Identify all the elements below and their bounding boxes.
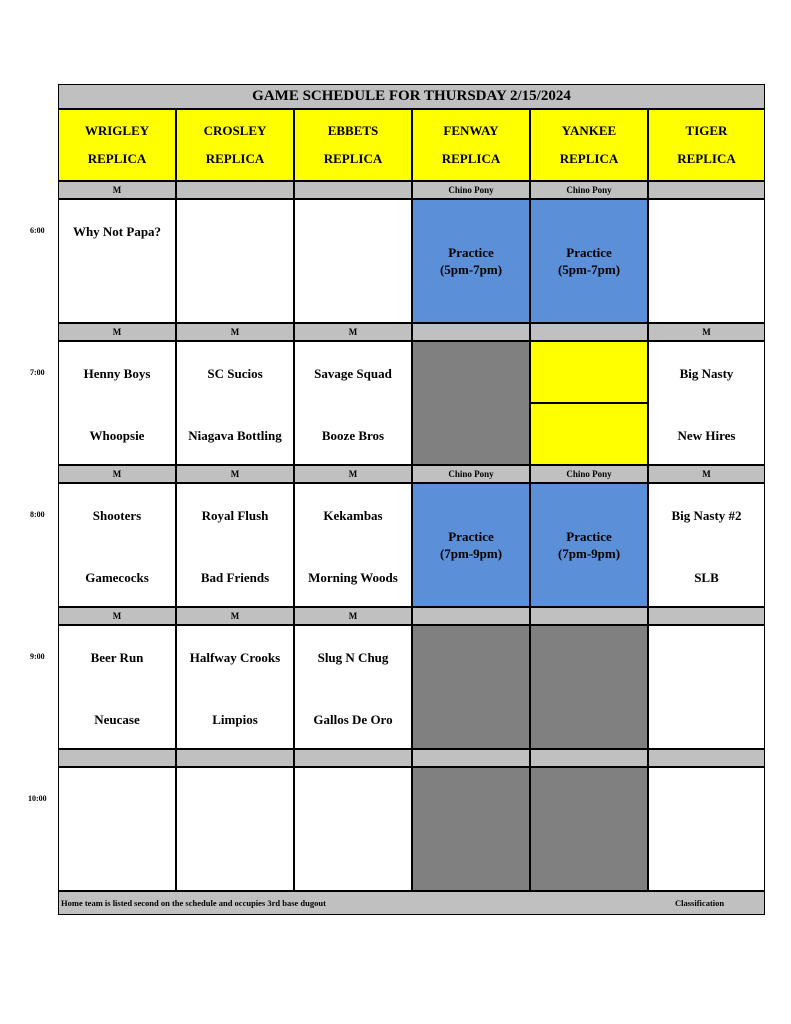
game-slot xyxy=(176,483,294,607)
practice-time: (5pm-7pm) xyxy=(557,262,621,277)
classification-cell: M xyxy=(58,607,176,625)
away-team: Slug N Chug xyxy=(317,650,389,665)
away-team: Royal Flush xyxy=(201,508,269,523)
classification-cell xyxy=(530,607,648,625)
classification-cell xyxy=(294,181,412,199)
classification-cell xyxy=(648,749,765,767)
game-slot xyxy=(648,341,765,465)
field-name: WRIGLEY xyxy=(84,123,150,138)
classification-cell: Chino Pony xyxy=(412,181,530,199)
field-name: YANKEE xyxy=(561,123,617,138)
field-subtitle: REPLICA xyxy=(441,151,501,166)
time-label: 9:00 xyxy=(30,652,45,661)
unscheduled-slot xyxy=(530,625,648,749)
time-label: 8:00 xyxy=(30,510,45,519)
unscheduled-slot xyxy=(412,625,530,749)
classification-cell: M xyxy=(294,465,412,483)
away-team: Kekambas xyxy=(323,508,383,523)
classification-cell xyxy=(530,323,648,341)
home-team: Bad Friends xyxy=(200,570,270,585)
field-header xyxy=(530,109,648,181)
game-slot xyxy=(58,199,176,323)
classification-cell xyxy=(412,323,530,341)
classification-cell xyxy=(412,749,530,767)
field-subtitle: REPLICA xyxy=(677,151,736,166)
classification-cell: Chino Pony xyxy=(530,181,648,199)
field-name: TIGER xyxy=(685,123,728,138)
field-subtitle: REPLICA xyxy=(205,151,265,166)
practice-slot xyxy=(530,199,648,323)
classification-cell: Chino Pony xyxy=(530,465,648,483)
classification-cell xyxy=(530,749,648,767)
home-team: SLB xyxy=(694,570,719,585)
classification-cell xyxy=(648,181,765,199)
field-subtitle: REPLICA xyxy=(559,151,619,166)
classification-cell xyxy=(648,607,765,625)
classification-cell: M xyxy=(176,323,294,341)
field-subtitle: REPLICA xyxy=(87,151,147,166)
schedule-title: GAME SCHEDULE FOR THURSDAY 2/15/2024 xyxy=(58,84,765,109)
away-team: Savage Squad xyxy=(314,366,392,381)
away-team: Big Nasty xyxy=(679,366,734,381)
classification-cell: M xyxy=(176,465,294,483)
unscheduled-slot xyxy=(412,341,530,465)
unscheduled-slot xyxy=(530,767,648,891)
practice-label: Practice xyxy=(566,245,612,260)
home-team: Whoopsie xyxy=(89,428,145,443)
field-header xyxy=(58,109,176,181)
game-slot xyxy=(648,483,765,607)
home-team: Gallos De Oro xyxy=(313,712,393,727)
home-team: Neucase xyxy=(94,712,140,727)
home-team: Niagava Bottling xyxy=(188,428,282,443)
game-slot xyxy=(294,341,412,465)
game-slot xyxy=(294,625,412,749)
empty-slot xyxy=(58,767,176,891)
field-subtitle: REPLICA xyxy=(323,151,383,166)
field-header xyxy=(412,109,530,181)
home-team: Limpios xyxy=(212,712,258,727)
footer-bar xyxy=(58,891,765,915)
classification-cell: M xyxy=(58,465,176,483)
classification-cell: M xyxy=(176,607,294,625)
away-team: Beer Run xyxy=(90,650,144,665)
practice-slot xyxy=(530,483,648,607)
team-name: Why Not Papa? xyxy=(72,224,162,239)
practice-slot xyxy=(412,199,530,323)
empty-slot xyxy=(176,199,294,323)
footer-note: Home team is listed second on the schedule and occupies 3rd base dugout xyxy=(61,898,326,908)
classification-cell: M xyxy=(648,465,765,483)
empty-slot xyxy=(648,625,765,749)
empty-slot xyxy=(648,199,765,323)
classification-cell xyxy=(58,749,176,767)
game-slot xyxy=(58,625,176,749)
practice-time: (7pm-9pm) xyxy=(439,546,503,561)
field-name: CROSLEY xyxy=(203,123,267,138)
unscheduled-slot xyxy=(412,767,530,891)
practice-label: Practice xyxy=(448,529,494,544)
field-name: FENWAY xyxy=(443,123,499,138)
classification-cell: M xyxy=(294,607,412,625)
home-team: Gamecocks xyxy=(85,570,149,585)
classification-cell: M xyxy=(58,181,176,199)
field-name: EBBETS xyxy=(327,123,379,138)
classification-cell xyxy=(176,749,294,767)
practice-label: Practice xyxy=(566,529,612,544)
time-label: 7:00 xyxy=(30,368,45,377)
home-team: New Hires xyxy=(677,428,736,443)
classification-cell: M xyxy=(58,323,176,341)
empty-slot xyxy=(176,767,294,891)
time-label: 10:00 xyxy=(28,794,47,803)
game-slot xyxy=(176,625,294,749)
classification-cell: Chino Pony xyxy=(412,465,530,483)
field-header xyxy=(294,109,412,181)
classification-cell: M xyxy=(294,323,412,341)
field-header xyxy=(176,109,294,181)
practice-time: (7pm-9pm) xyxy=(557,546,621,561)
away-team: Halfway Crooks xyxy=(189,650,281,665)
footer-classification: Classification xyxy=(675,898,725,908)
away-team: Shooters xyxy=(92,508,142,523)
classification-cell xyxy=(176,181,294,199)
game-slot xyxy=(176,341,294,465)
classification-cell xyxy=(294,749,412,767)
game-slot xyxy=(58,483,176,607)
empty-slot xyxy=(294,767,412,891)
field-header xyxy=(648,109,765,181)
away-team: Henny Boys xyxy=(83,366,151,381)
open-slot-bottom xyxy=(530,403,648,465)
game-slot xyxy=(58,341,176,465)
home-team: Booze Bros xyxy=(321,428,385,443)
open-slot-top xyxy=(530,341,648,403)
away-team: Big Nasty #2 xyxy=(671,508,742,523)
away-team: SC Sucios xyxy=(207,366,263,381)
empty-slot xyxy=(648,767,765,891)
practice-slot xyxy=(412,483,530,607)
classification-cell: M xyxy=(648,323,765,341)
game-slot xyxy=(294,483,412,607)
practice-time: (5pm-7pm) xyxy=(439,262,503,277)
classification-cell xyxy=(412,607,530,625)
practice-label: Practice xyxy=(448,245,494,260)
time-label: 6:00 xyxy=(30,226,45,235)
home-team: Morning Woods xyxy=(308,570,398,585)
empty-slot xyxy=(294,199,412,323)
